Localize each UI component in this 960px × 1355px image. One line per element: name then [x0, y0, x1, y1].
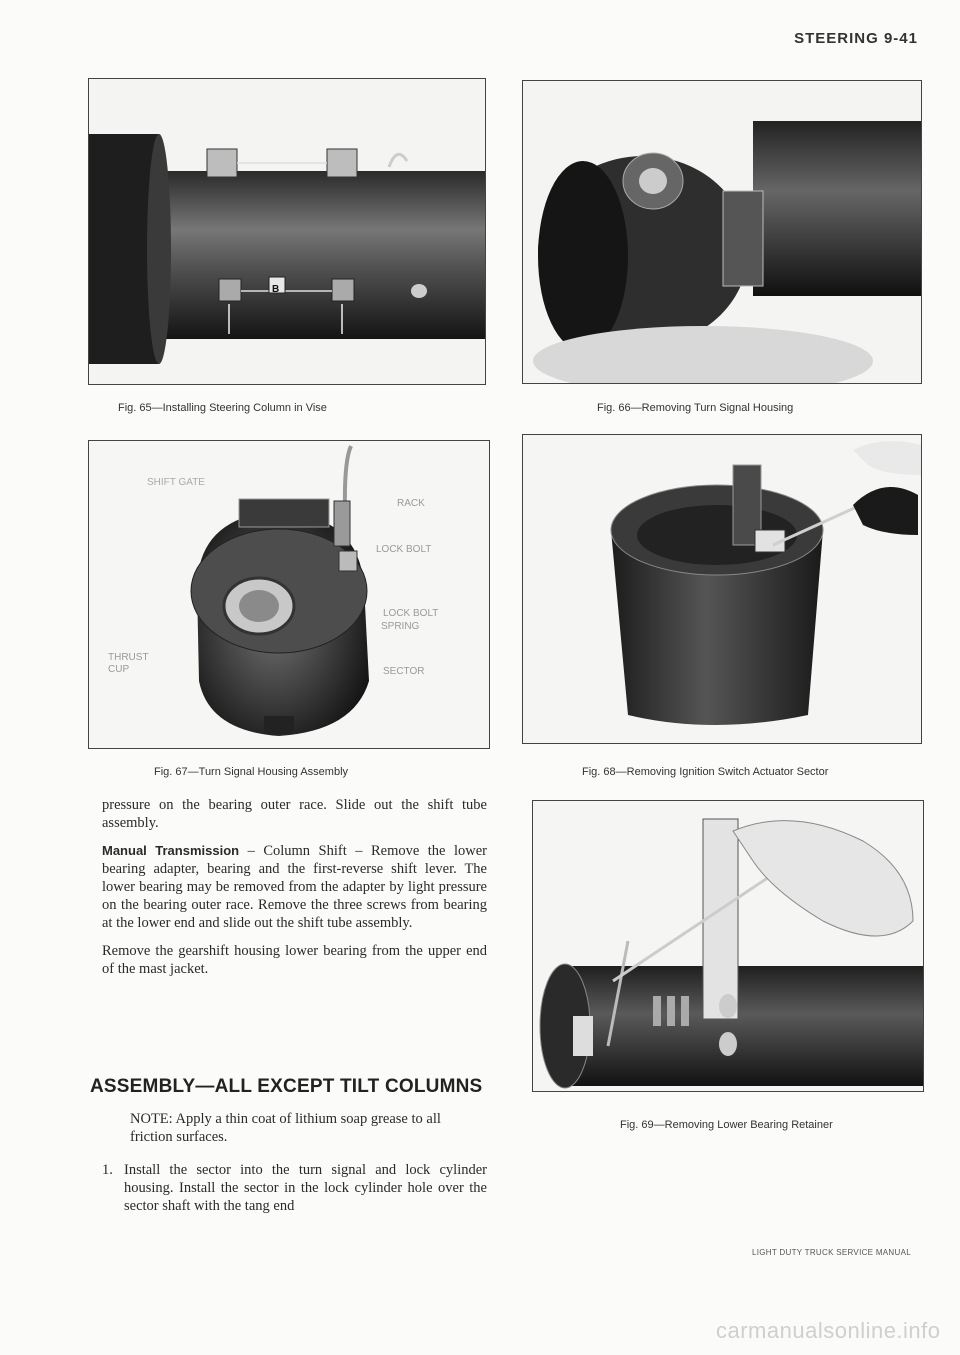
page-header: STEERING 9-41: [794, 30, 918, 47]
fig67-label-sector: SECTOR: [383, 666, 425, 677]
figure-67-caption: Fig. 67—Turn Signal Housing Assembly: [154, 766, 349, 778]
figure-65-caption: Fig. 65—Installing Steering Column in Vise: [118, 402, 327, 414]
footer-manual-title: LIGHT DUTY TRUCK SERVICE MANUAL: [752, 1248, 911, 1257]
section-heading: ASSEMBLY—ALL EXCEPT TILT COLUMNS: [90, 1076, 483, 1097]
body-text-column: [102, 796, 487, 988]
figure-66-caption: Fig. 66—Removing Turn Signal Housing: [597, 402, 794, 414]
step-1-text: Install the sector into the turn signal and lock cylinder housing. Install the sector in the lock cylinder hole over the sector shaft with the tang end: [124, 1162, 487, 1214]
figure-68-caption: Fig. 68—Removing Ignition Switch Actuator Sector: [582, 766, 829, 778]
fig67-label-rack: RACK: [397, 498, 425, 509]
fig65-label-a: A: [284, 148, 292, 159]
fig67-label-lock-bolt-spring-2: SPRING: [381, 621, 420, 632]
step-1-number: 1.: [102, 1162, 113, 1178]
note-text: NOTE: Apply a thin coat of lithium soap grease to all friction surfaces.: [130, 1111, 441, 1145]
figure-68-photo: [522, 434, 922, 744]
figure-69-photo: [532, 800, 924, 1092]
fig67-label-lock-bolt-spring-1: LOCK BOLT: [383, 608, 439, 619]
fig67-label-lock-bolt: LOCK BOLT: [376, 544, 432, 555]
figure-66-photo: [522, 80, 922, 384]
paragraph-1: pressure on the bearing outer race. Slide out the shift tube assembly.: [102, 797, 487, 831]
fig67-label-shift-gate: SHIFT GATE: [147, 477, 205, 488]
figure-65-photo: [88, 78, 486, 385]
paragraph-2: [102, 842, 487, 932]
paragraph-3: Remove the gearshift housing lower bearing from the upper end of the mast jacket.: [102, 943, 487, 977]
paragraph-2-text: – Column Shift – Remove the lower bearing adapter, bearing and the first-reverse shift lever. The lower bearing may be removed from the adapter by light pressure on the bearing outer race. Remove the three screws from bearing at the lower end and slide out the shift tube assembly.: [102, 843, 488, 931]
fig65-label-b: B: [272, 284, 280, 295]
paragraph-2-runin: Manual Transmission: [102, 843, 240, 858]
figure-69-caption: Fig. 69—Removing Lower Bearing Retainer: [620, 1119, 833, 1131]
fig67-label-thrust-cup-1: THRUST: [108, 652, 149, 663]
fig67-label-thrust-cup-2: CUP: [108, 664, 130, 675]
watermark: carmanualsonline.info: [716, 1318, 941, 1343]
